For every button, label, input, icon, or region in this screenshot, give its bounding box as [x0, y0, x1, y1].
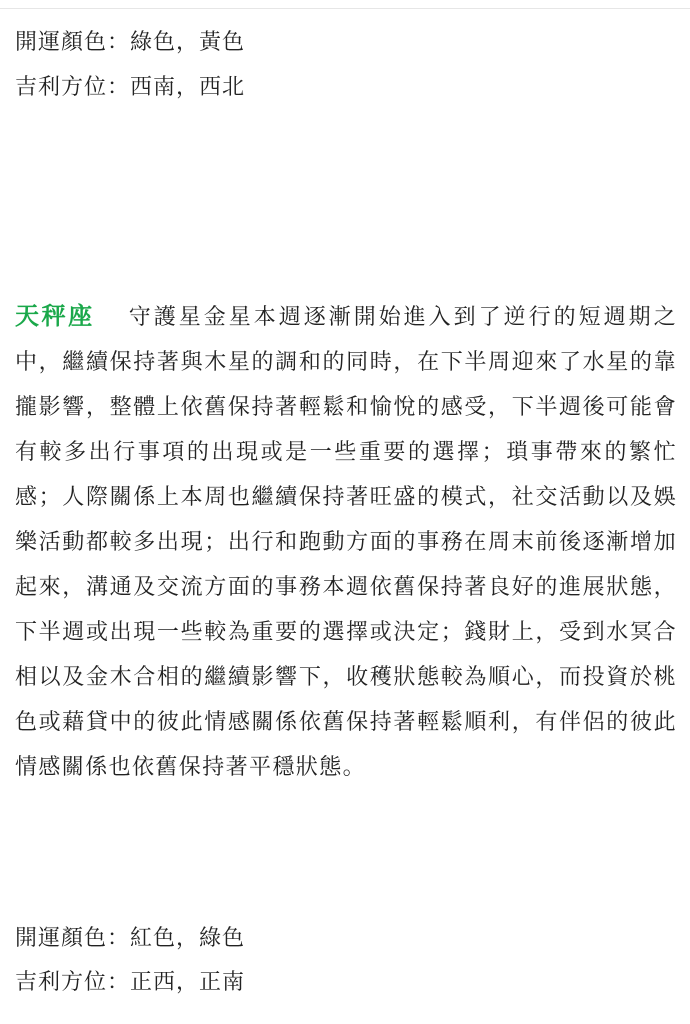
libra-body-text: 守護星金星本週逐漸開始進入到了逆行的短週期之中，繼續保持著與木星的調和的同時，在下半周迎來了水星的靠攏影響，整體上依舊保持著輕鬆和愉悅的感受，下半週後可能會有較多出行事項的出現或是一些重要的選擇；瑣事帶來的繁忙感；人際關係上本周也繼續保持著旺盛的模式，社交活動以及娛樂活動都較多出現；出行和跑動方面的事務在周末前後逐漸增加起來，溝通及交流方面的事務本週依舊保持著良好的進展狀態，下半週或出現一些較為重要的選擇或決定；錢財上，受到水冥合相以及金木合相的繼續影響下，收穫狀態較為順心，而投資於桃色或藉貸中的彼此情感關係依舊保持著輕鬆順利，有伴侶的彼此情感關係也依舊保持著平穩狀態。 [15, 305, 677, 780]
libra-title: 天秤座 [15, 302, 95, 330]
libra-lucky-direction: 吉利方位：正西，正南 [15, 970, 246, 995]
previous-lucky-direction: 吉利方位：西南，西北 [15, 75, 246, 100]
libra-horoscope-paragraph [15, 294, 677, 790]
previous-lucky-color: 開運顏色：綠色，黃色 [15, 30, 246, 55]
top-divider [0, 8, 690, 9]
libra-lucky-color: 開運顏色：紅色，綠色 [15, 926, 246, 951]
